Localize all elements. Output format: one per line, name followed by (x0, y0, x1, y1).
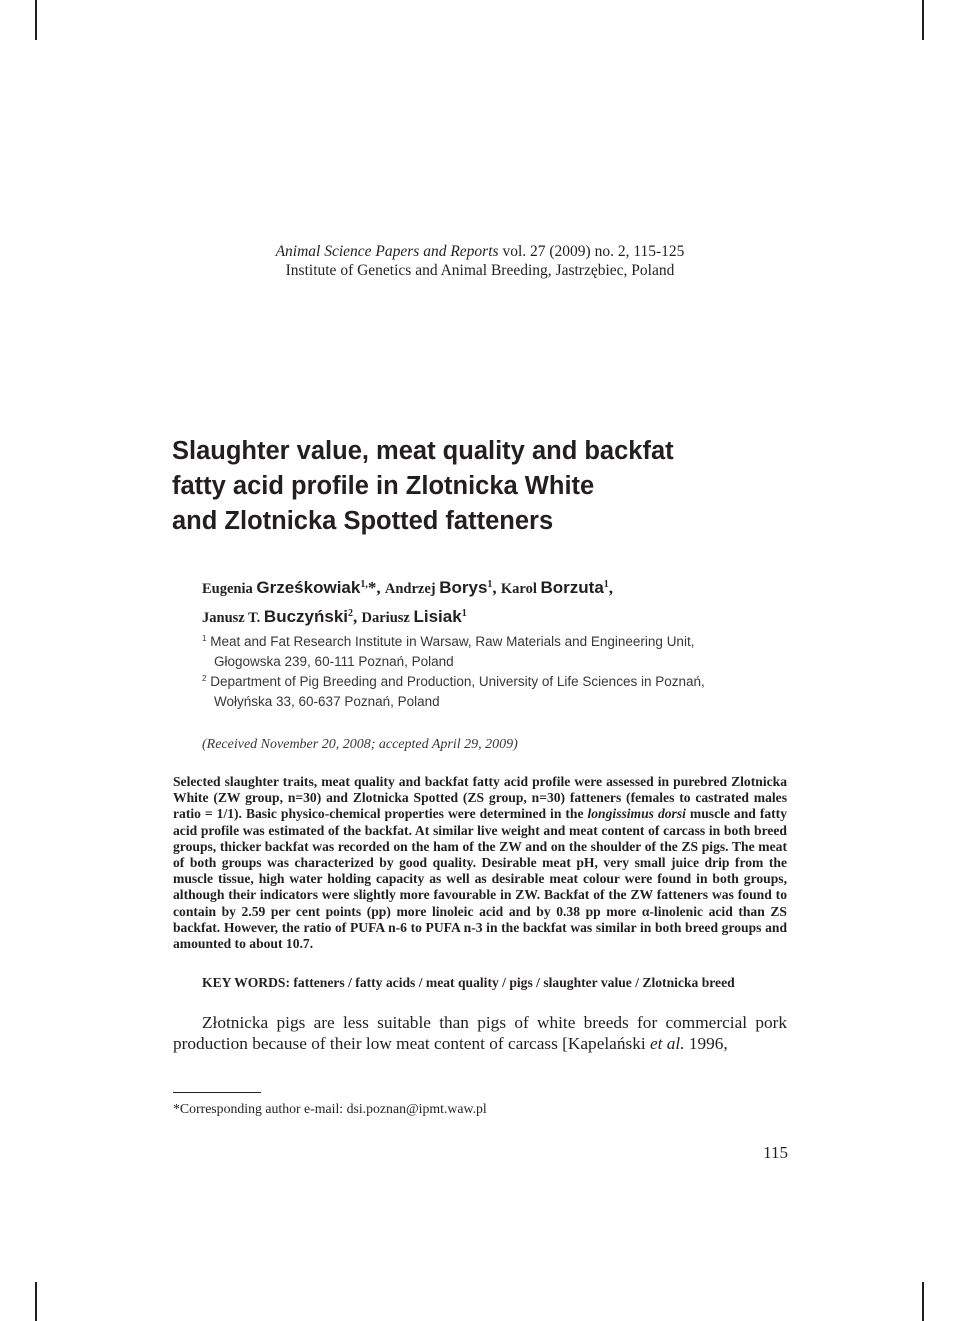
author-separator: , (608, 578, 614, 597)
abstract-text: Selected slaughter traits, meat quality and backfat fatty acid profile were assessed in purebred Zlotnicka White (ZW group, n=30) and Zlotnicka Spotted (ZS group, n=30) fatteners (females to castrated males ratio = 1/1). Basic physico-chemical properties were determined in the (173, 774, 787, 822)
journal-citation: vol. 27 (2009) no. 2, 115-125 (498, 243, 685, 260)
affiliation-text: Department of Pig Breeding and Production, University of Life Sciences in Poznań, (210, 674, 705, 689)
author-first-name: Dariusz (361, 610, 414, 626)
body-paragraph (173, 1012, 787, 1054)
author-first-name: Andrzej (384, 581, 440, 597)
author-last-name: Borys (439, 578, 488, 597)
affiliation-number: 1 (202, 634, 207, 643)
body-text: Złotnicka pigs are less suitable than pigs of white breeds for commercial pork production because of their low meat content of carcass [Kapelański (173, 1013, 787, 1053)
crop-mark-bottom-left (35, 1282, 37, 1321)
body-text-end: 1996, (684, 1034, 728, 1053)
page-number: 115 (763, 1143, 788, 1162)
author-separator: *, (367, 578, 385, 597)
crop-mark-bottom-right (922, 1282, 924, 1321)
author-line (202, 574, 613, 603)
affiliation-text: Meat and Fat Research Institute in Warsaw, Raw Materials and Engineering Unit, (210, 634, 695, 649)
corresponding-author-footnote: *Corresponding author e-mail: dsi.poznan@ipmt.waw.pl (173, 1101, 487, 1116)
author-affiliation-mark: 1, (360, 579, 368, 590)
author-separator: , (353, 607, 362, 626)
crop-mark-top-left (35, 0, 37, 40)
abstract (173, 774, 787, 952)
author-last-name: Buczyński (263, 607, 349, 626)
author-affiliation-mark: 1 (461, 608, 467, 619)
author-last-name: Lisiak (413, 607, 462, 626)
author-separator: , (492, 578, 501, 597)
author-last-name: Grześkowiak (256, 578, 361, 597)
author-last-name: Borzuta (540, 578, 604, 597)
crop-mark-top-right (922, 0, 924, 40)
affiliation-2 (202, 672, 705, 712)
author-first-name: Eugenia (202, 581, 257, 597)
keywords: KEY WORDS: fatteners / fatty acids / meat quality / pigs / slaughter value / Zlotnicka breed (202, 975, 735, 990)
author-line (202, 603, 613, 632)
affiliation-number: 2 (202, 674, 207, 683)
body-citation-italic: et al. (649, 1034, 685, 1053)
affiliation-address: Wołyńska 33, 60-637 Poznań, Poland (214, 694, 440, 709)
affiliation-1 (202, 632, 694, 672)
author-first-name: Janusz T. (202, 610, 264, 626)
author-affiliation-mark: 1 (487, 579, 493, 590)
title-line: and Zlotnicka Spotted fatteners (172, 507, 554, 535)
footnote-rule (173, 1092, 261, 1093)
author-affiliation-mark: 2 (348, 608, 354, 619)
author-list (202, 574, 613, 632)
affiliation-address: Głogowska 239, 60-111 Poznań, Poland (214, 654, 454, 669)
journal-header (0, 242, 960, 261)
institute-header: Institute of Genetics and Animal Breeding, Jastrzębiec, Poland (285, 262, 675, 279)
received-dates: (Received November 20, 2008; accepted April 29, 2009) (202, 737, 518, 752)
title-line: Slaughter value, meat quality and backfat (172, 437, 674, 465)
author-first-name: Karol (500, 581, 541, 597)
abstract-text: muscle and fatty acid profile was estimated of the backfat. At similar live weight and meat content of carcass in both breed groups, thicker backfat was recorded on the ham of the ZW and on the shoulder of the ZS pigs. The meat of both groups was characterized by good quality. Desirable meat pH, very small juice drip from the muscle tissue, high water holding capacity as well as desirable meat colour were found in both groups, although their indicators were slightly more favourable in ZW. Backfat of the ZW fatteners was found to contain by 2.59 per cent points (pp) more linoleic acid and by 0.38 pp more α-linolenic acid than ZS backfat. However, the ratio of PUFA n-6 to PUFA n-3 in the backfat was similar in both breed groups and amounted to about 10.7. (173, 806, 787, 952)
title-line: fatty acid profile in Zlotnicka White (172, 472, 595, 500)
author-affiliation-mark: 1 (603, 579, 609, 590)
abstract-italic: longissimus dorsi (587, 806, 686, 822)
article-title (172, 434, 674, 539)
journal-name: Animal Science Papers and Reports (275, 243, 499, 260)
